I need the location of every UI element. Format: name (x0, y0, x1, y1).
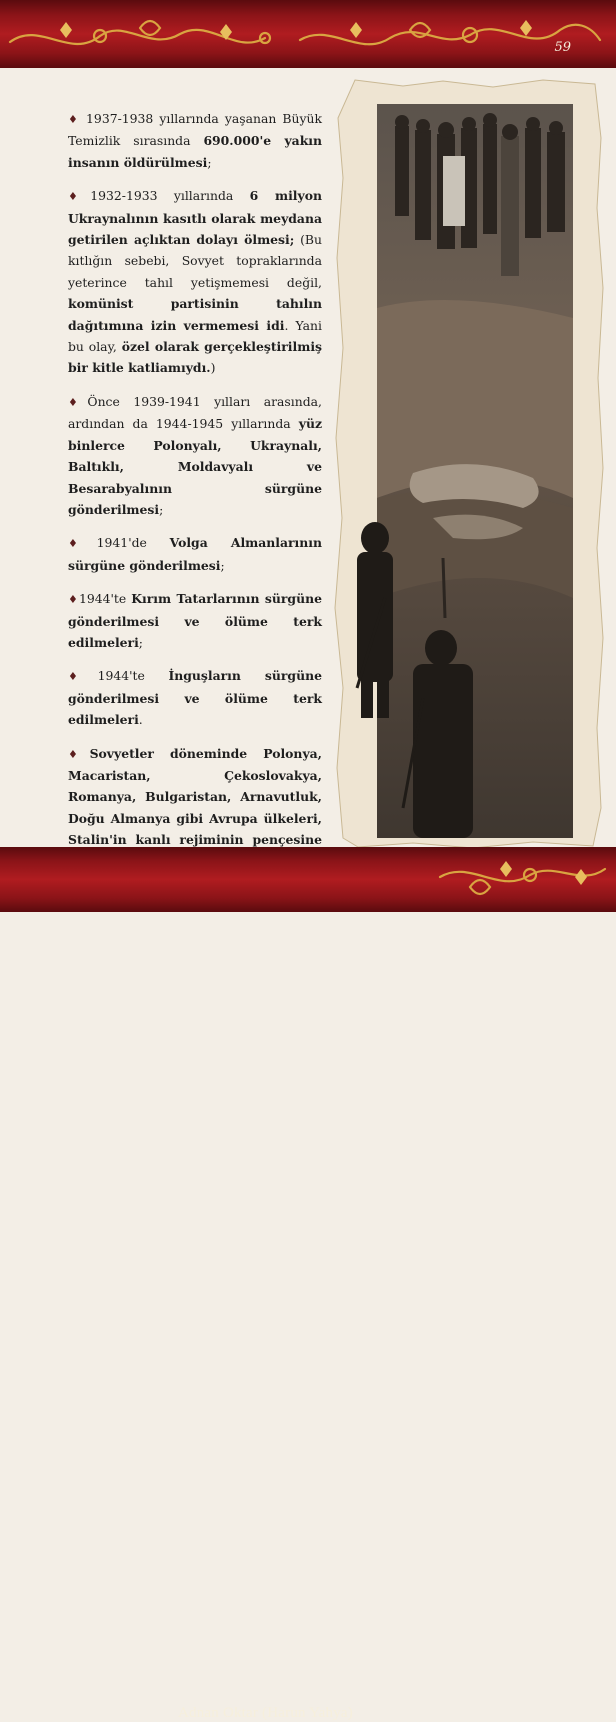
diamond-bullet-icon: ♦ (68, 537, 97, 551)
item-emphasis: Volga Almanlarının sürgüne gönderilmesi (68, 535, 322, 573)
item-text: 1932-1933 yıllarında (90, 188, 250, 204)
item-text: Önce 1939-1941 yılları arasında, ardından da 1944-1945 yıllarında (68, 393, 322, 432)
item-emphasis: Sovyetler döneminde Polonya, Macaristan, Çekoslovakya, Romanya, Bulgaristan, Arnavutluk, Doğu Almanya gibi Avrupa ülkeleri, Stalin'in kanlı rejiminin pençesine (68, 745, 322, 848)
diamond-bullet-icon: ♦ (68, 190, 91, 204)
list-item (68, 391, 322, 520)
item-text: . Yani bu olay, (68, 317, 322, 355)
item-text: ; (138, 634, 143, 650)
item-emphasis: komünist partisinin tahılın dağıtımına izin vermemesi idi (68, 296, 322, 333)
diamond-bullet-icon: ♦ (68, 395, 88, 409)
list-item (68, 665, 322, 730)
floral-ornament-icon (0, 847, 616, 912)
item-emphasis: yüz binlerce Polonyalı, Ukraynalı, Baltıklı, Moldavyalı ve Besarabyalının sürgüne gönderilmesi (68, 416, 322, 517)
item-emphasis: Kırım Tatarlarının sürgüne gönderilmesi ve ölüme terk edilmeleri (68, 591, 322, 650)
page-number: 59 (554, 40, 571, 55)
list-item (68, 588, 322, 653)
floral-ornament-icon (0, 0, 616, 68)
item-text: 1937-1938 yıllarında yaşanan Büyük Temizlik sırasında (68, 111, 322, 149)
list-item (68, 532, 322, 576)
list-item (68, 108, 322, 173)
diamond-bullet-icon: ♦ (68, 593, 79, 607)
item-text: . (138, 712, 143, 728)
bottom-decorative-band (0, 847, 616, 1721)
diamond-bullet-icon: ♦ (68, 113, 80, 126)
item-text: ; (220, 557, 225, 573)
item-text: 1944'te (78, 591, 132, 607)
item-text: 1941'de (96, 535, 170, 551)
item-text: ; (207, 154, 212, 170)
item-text: ; (159, 501, 164, 517)
list-item (68, 185, 322, 379)
top-decorative-band (0, 0, 616, 68)
photo-illustration (333, 78, 605, 850)
item-text: ) (210, 360, 216, 376)
article-body (68, 108, 322, 884)
diamond-bullet-icon: ♦ (68, 747, 90, 761)
item-text: (Bu kıtlığın sebebi, Sovyet topraklarında yeterince tahıl yetişmemesi değil, (68, 232, 322, 290)
historical-photo (333, 78, 605, 850)
item-emphasis: 690.000'e yakın insanın öldürülmesi (68, 133, 322, 170)
item-emphasis: İnguşların sürgüne gönderilmesi ve ölüme terk edilmeleri (68, 668, 322, 728)
footer-author: Adnan Oktar (Harun Yahya) (178, 1705, 353, 1721)
item-emphasis: özel olarak gerçekleştirilmiş bir kitle katliamıydı. (68, 339, 322, 376)
item-text: 1944'te (97, 668, 169, 684)
item-emphasis: 6 milyon Ukraynalının kasıtlı olarak meydana getirilen açlıktan dolayı ölmesi; (68, 188, 322, 248)
diamond-bullet-icon: ♦ (68, 670, 98, 684)
